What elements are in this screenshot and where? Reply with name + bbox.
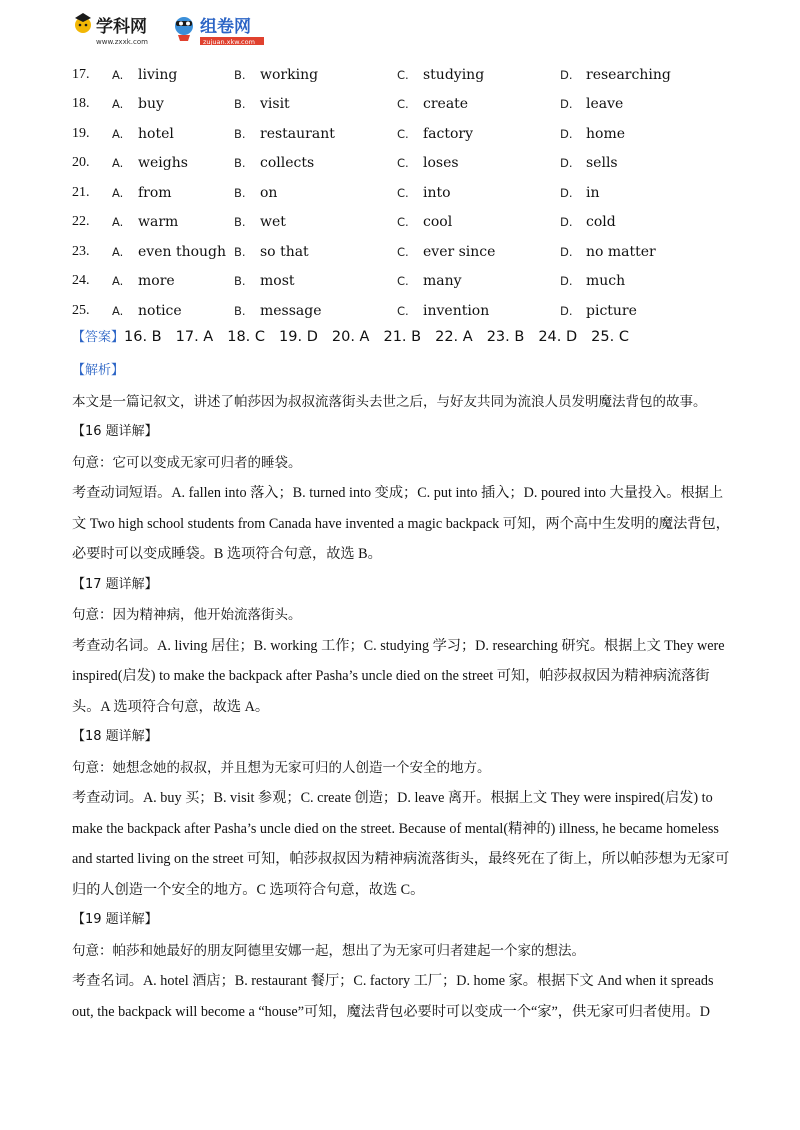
q16-line-1: 考查动词短语。A. fallen into 落入；B. turned into 变成；C. put into 插入；D. poured into 大量投入。根据上 <box>72 485 724 501</box>
option-letter: C. <box>397 244 409 259</box>
option-letter: D. <box>560 185 573 200</box>
answer-item: 16. B <box>124 329 162 345</box>
q17-line-1: 考查动名词。A. living 居住；B. working 工作；C. studying 学习；D. researching 研究。根据上文 They were <box>72 637 725 654</box>
q18-meaning: 句意：她想念她的叔叔，并且想为无家可归的人创造一个安全的地方。 <box>72 759 491 776</box>
option-letter: B. <box>234 156 246 171</box>
q18-line-1: 考查动词。A. buy 买；B. visit 参观；C. create 创造；D. leave 离开。根据上文 They were inspired(启发) to <box>72 790 713 806</box>
option-letter: B. <box>234 67 246 82</box>
option-text: hotel <box>138 125 174 142</box>
option-text: picture <box>586 302 637 319</box>
option-letter: C. <box>397 215 409 230</box>
answer-label: 【答案】 <box>72 330 125 345</box>
option-text: invention <box>423 302 490 319</box>
option-letter: C. <box>397 97 409 112</box>
option-text: cool <box>423 214 453 231</box>
question-number: 20. <box>72 155 90 171</box>
option-letter: A. <box>112 303 124 318</box>
answer-item: 18. C <box>227 329 266 345</box>
option-c <box>397 119 560 149</box>
option-c <box>397 60 560 90</box>
option-letter: A. <box>112 97 124 112</box>
option-letter: C. <box>397 274 409 289</box>
q18-title: 【18 题详解】 <box>72 729 158 744</box>
q16-title: 【16 题详解】 <box>72 424 158 439</box>
option-c <box>397 90 560 120</box>
q16-line-2: 文 Two high school students from Canada have invented a magic backpack 可知，两个高中生发明的魔法背包， <box>72 515 730 532</box>
option-text: visit <box>260 96 290 113</box>
option-text: more <box>138 273 175 290</box>
q17-meaning: 句意：因为精神病，他开始流落街头。 <box>72 607 302 623</box>
answer-item: 19. D <box>279 329 318 345</box>
q17-line-3: 头。A 选项符合句意，故选 A。 <box>72 698 270 715</box>
answer-item: 21. B <box>383 329 422 345</box>
option-letter: D. <box>560 244 573 259</box>
option-text: many <box>423 273 462 290</box>
option-a <box>112 267 234 297</box>
q18-line-2: make the backpack after Pasha’s uncle died on the street. Because of mental(精神的) illness, he became homeless <box>72 820 719 837</box>
option-text: collects <box>260 155 315 172</box>
option-row <box>72 90 772 120</box>
option-b <box>234 60 397 90</box>
answer-item: 20. A <box>331 329 370 345</box>
analysis-label: 【解析】 <box>72 363 125 378</box>
answer-item: 22. A <box>435 329 473 345</box>
option-c <box>397 178 560 208</box>
option-letter: D. <box>560 156 573 171</box>
q16-line-3: 必要时可以变成睡袋。B 选项符合句意，故选 B。 <box>72 546 382 562</box>
option-text: researching <box>586 66 671 83</box>
option-row <box>72 237 772 267</box>
option-b <box>234 119 397 149</box>
q19-title: 【19 题详解】 <box>72 912 158 927</box>
option-letter: A. <box>112 215 124 230</box>
q19-line-2: out, the backpack will become a “house”可知，魔法背包必要时可以变成一个“家”，供无家可归者使用。D <box>72 1003 710 1020</box>
option-d <box>560 178 772 208</box>
option-letter: C. <box>397 67 409 82</box>
option-text: buy <box>138 96 164 113</box>
option-letter: D. <box>560 67 573 82</box>
option-row <box>72 296 772 326</box>
option-row <box>72 178 772 208</box>
option-b <box>234 178 397 208</box>
option-letter: D. <box>560 274 573 289</box>
option-text: so that <box>260 243 309 260</box>
option-row <box>72 267 772 297</box>
svg-text:学科网: 学科网 <box>96 17 147 37</box>
option-text: into <box>423 184 451 201</box>
question-number: 22. <box>72 214 90 230</box>
answer-row <box>72 326 643 345</box>
option-letter: A. <box>112 126 124 141</box>
option-letter: B. <box>234 303 246 318</box>
option-text: restaurant <box>260 125 335 142</box>
option-text: warm <box>138 214 179 231</box>
option-text: factory <box>423 125 474 142</box>
analysis-body <box>72 356 732 1027</box>
option-d <box>560 208 772 238</box>
option-d <box>560 90 772 120</box>
option-d <box>560 296 772 326</box>
option-letter: C. <box>397 156 409 171</box>
option-letter: A. <box>112 67 124 82</box>
option-text: weighs <box>138 155 188 172</box>
svg-text:组卷网: 组卷网 <box>200 17 251 37</box>
option-letter: D. <box>560 97 573 112</box>
option-text: loses <box>423 155 459 172</box>
option-a <box>112 119 234 149</box>
option-letter: A. <box>112 244 124 259</box>
option-c <box>397 208 560 238</box>
q17-title: 【17 题详解】 <box>72 576 158 592</box>
option-letter: D. <box>560 215 573 230</box>
option-a <box>112 90 234 120</box>
option-text: message <box>260 302 322 319</box>
option-letter: D. <box>560 303 573 318</box>
option-b <box>234 267 397 297</box>
zujuan-logo <box>172 8 342 48</box>
option-row <box>72 60 772 90</box>
option-text: create <box>423 96 469 113</box>
option-letter: B. <box>234 126 246 141</box>
option-letter: A. <box>112 274 124 289</box>
option-text: on <box>260 184 278 201</box>
answer-item: 25. C <box>591 329 629 345</box>
option-letter: B. <box>234 97 246 112</box>
option-a <box>112 60 234 90</box>
option-b <box>234 90 397 120</box>
q19-meaning: 句意：帕莎和她最好的朋友阿德里安娜一起，想出了为无家可归者建起一个家的想法。 <box>72 942 585 959</box>
question-number: 18. <box>72 96 90 112</box>
option-c <box>397 237 560 267</box>
option-letter: C. <box>397 126 409 141</box>
q17-line-2: inspired(启发) to make the backpack after Pasha’s uncle died on the street 可知，帕莎叔叔因为精神病流落街 <box>72 668 710 684</box>
option-text: from <box>138 184 172 201</box>
option-text: leave <box>586 96 624 113</box>
option-a <box>112 237 234 267</box>
summary-text: 本文是一篇记叙文，讲述了帕莎因为叔叔流落街头去世之后，与好友共同为流浪人员发明魔法背包的故事。 <box>72 393 707 410</box>
question-number: 24. <box>72 273 90 289</box>
option-text: wet <box>260 214 286 231</box>
question-number: 19. <box>72 125 90 141</box>
question-number: 23. <box>72 243 90 259</box>
svg-text:www.zxxk.com: www.zxxk.com <box>96 38 148 46</box>
option-a <box>112 149 234 179</box>
option-row <box>72 119 772 149</box>
option-a <box>112 208 234 238</box>
option-text: working <box>260 66 319 83</box>
option-d <box>560 119 772 149</box>
option-text: notice <box>138 302 182 319</box>
question-number: 25. <box>72 302 90 318</box>
option-text: studying <box>423 66 485 83</box>
option-text: most <box>260 273 295 290</box>
answer-item: 24. D <box>538 329 578 345</box>
option-c <box>397 267 560 297</box>
option-row <box>72 149 772 179</box>
option-text: living <box>138 66 178 83</box>
answer-item: 17. A <box>175 329 214 345</box>
option-d <box>560 237 772 267</box>
option-letter: A. <box>112 156 124 171</box>
option-b <box>234 149 397 179</box>
option-text: much <box>586 273 626 290</box>
option-letter: D. <box>560 126 573 141</box>
option-text: cold <box>586 214 616 231</box>
option-text: sells <box>586 155 618 172</box>
q16-meaning: 句意：它可以变成无家可归者的睡袋。 <box>72 454 302 471</box>
option-a <box>112 296 234 326</box>
option-a <box>112 178 234 208</box>
svg-text:zujuan.xkw.com: zujuan.xkw.com <box>203 38 255 46</box>
zxxk-logo <box>72 8 167 48</box>
page-header <box>72 8 372 48</box>
answer-item: 23. B <box>486 329 525 345</box>
q19-line-1: 考查名词。A. hotel 酒店；B. restaurant 餐厅；C. factory 工厂；D. home 家。根据下文 And when it spreads <box>72 973 714 989</box>
option-d <box>560 60 772 90</box>
option-b <box>234 296 397 326</box>
option-letter: C. <box>397 303 409 318</box>
option-letter: C. <box>397 185 409 200</box>
option-d <box>560 267 772 297</box>
q18-line-3: and started living on the street 可知，帕莎叔叔因为精神病流落街头，最终死在了街上，所以帕莎想为无家可 <box>72 851 730 867</box>
q18-line-4: 归的人创造一个安全的地方。C 选项符合句意，故选 C。 <box>72 881 425 898</box>
option-text: in <box>586 184 600 201</box>
option-letter: B. <box>234 215 246 230</box>
option-d <box>560 149 772 179</box>
option-letter: A. <box>112 185 124 200</box>
question-number: 21. <box>72 184 90 200</box>
option-letter: B. <box>234 244 246 259</box>
question-number: 17. <box>72 66 90 82</box>
option-b <box>234 237 397 267</box>
option-letter: B. <box>234 274 246 289</box>
option-text: no matter <box>586 243 656 260</box>
option-text: ever since <box>423 243 496 260</box>
option-c <box>397 296 560 326</box>
option-text: home <box>586 125 626 142</box>
option-b <box>234 208 397 238</box>
option-text: even though <box>138 243 227 260</box>
option-c <box>397 149 560 179</box>
option-row <box>72 208 772 238</box>
options-table <box>72 60 772 326</box>
option-letter: B. <box>234 185 246 200</box>
